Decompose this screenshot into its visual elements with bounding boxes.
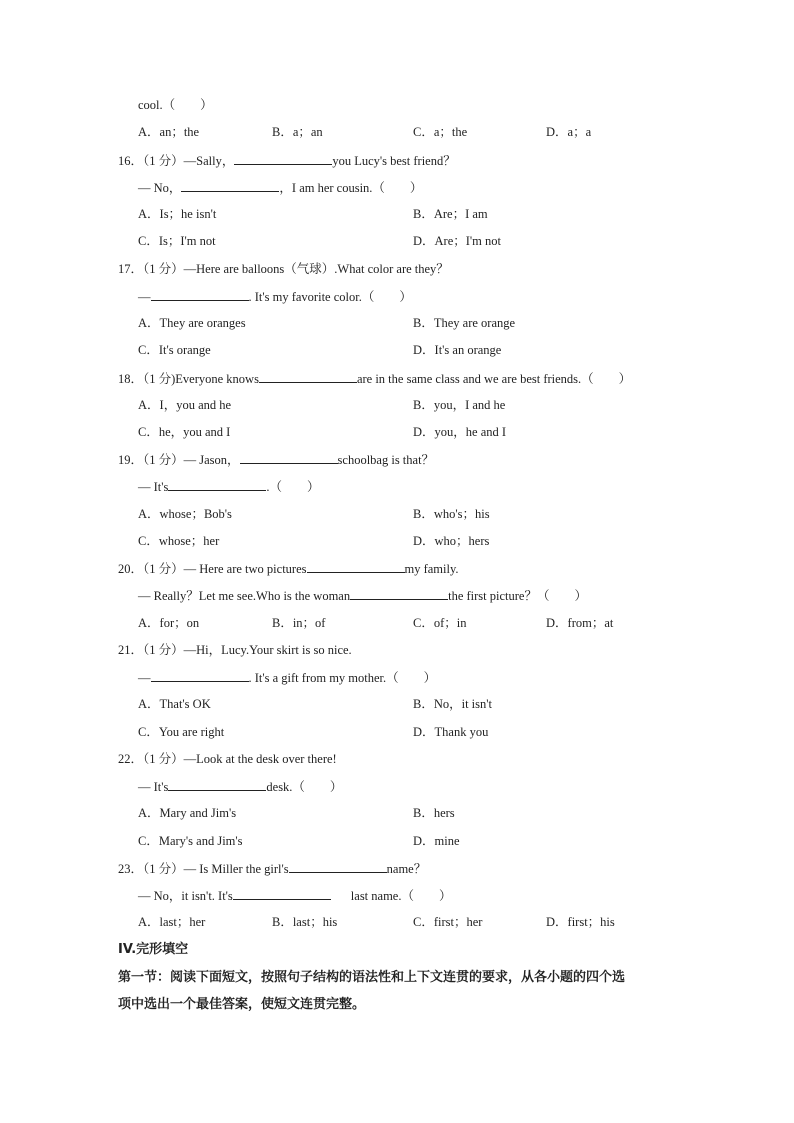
q23-option-d: D．first；his	[546, 915, 615, 929]
section-heading: IV.完形填空	[118, 942, 189, 957]
section-instruction-line-2: 项中选出一个最佳答案，使短文连贯完整。	[118, 997, 366, 1012]
q22-option-d: D．mine	[413, 834, 460, 848]
q18-stem: 18．（1 分)Everyone knows are in the same class and we are best friends.（ ）	[118, 372, 632, 386]
q16-option-b: B．Are；I am	[413, 207, 488, 221]
answer-blank	[233, 887, 331, 900]
q18-option-b: B．you，I and he	[413, 398, 506, 412]
q23-option-a: A．last；her	[138, 915, 206, 929]
q20-option-a: A．for；on	[138, 616, 200, 630]
q22-option-a: A．Mary and Jim's	[138, 806, 237, 820]
answer-blank	[151, 669, 249, 682]
q15-option-b: B．a；an	[272, 125, 323, 139]
q17-stem: 17．（1 分）—Here are balloons（气球）.What color are they？	[118, 262, 449, 276]
q22-reply: — It's desk.（ ）	[138, 780, 343, 794]
q23-reply: — No，it isn't. It's last name.（ ）	[138, 889, 452, 903]
q19-option-a: A．whose；Bob's	[138, 507, 232, 521]
q19-option-d: D．who；hers	[413, 534, 490, 548]
q23-stem: 23．（1 分）— Is Miller the girl's name？	[118, 862, 427, 876]
q15-option-d: D．a；a	[546, 125, 592, 139]
answer-blank	[168, 478, 266, 491]
q21-option-b: B．No，it isn't	[413, 697, 492, 711]
q23-option-b: B．last；his	[272, 915, 338, 929]
q17-option-a: A．They are oranges	[138, 316, 246, 330]
q16-option-c: C．Is；I'm not	[138, 234, 216, 248]
answer-blank	[289, 860, 387, 873]
q17-option-c: C．It's orange	[138, 343, 211, 357]
answer-blank	[151, 288, 249, 301]
q16-stem: 16．（1 分）—Sally， you Lucy's best friend？	[118, 154, 456, 168]
q19-option-b: B．who's；his	[413, 507, 490, 521]
q21-reply: — . It's a gift from my mother.（ ）	[138, 671, 437, 685]
q20-option-d: D．from；at	[546, 616, 614, 630]
q17-option-b: B．They are orange	[413, 316, 516, 330]
q20-stem: 20．（1 分）— Here are two pictures my family.	[118, 562, 459, 576]
q20-reply: — Really？Let me see.Who is the woman the first picture？（ ）	[138, 589, 587, 603]
q19-stem: 19．（1 分）— Jason， schoolbag is that？	[118, 453, 435, 467]
q20-option-c: C．of；in	[413, 616, 467, 630]
q20-option-b: B．in；of	[272, 616, 326, 630]
answer-blank	[240, 451, 338, 464]
q17-reply: — . It's my favorite color.（ ）	[138, 290, 412, 304]
answer-blank	[181, 179, 279, 192]
q22-stem: 22．（1 分）—Look at the desk over there!	[118, 752, 337, 766]
answer-blank	[259, 370, 357, 383]
q21-option-d: D．Thank you	[413, 725, 489, 739]
q19-option-c: C．whose；her	[138, 534, 220, 548]
answer-blank	[168, 778, 266, 791]
q16-option-a: A．Is；he isn't	[138, 207, 217, 221]
q15-option-c: C．a；the	[413, 125, 468, 139]
q21-option-c: C．You are right	[138, 725, 225, 739]
answer-blank	[307, 560, 405, 573]
q19-reply: — It's .（ ）	[138, 480, 320, 494]
q15-option-a: A．an；the	[138, 125, 200, 139]
q18-option-c: C．he，you and I	[138, 425, 231, 439]
answer-blank	[350, 587, 448, 600]
q21-stem: 21．（1 分）—Hi，Lucy.Your skirt is so nice.	[118, 643, 352, 657]
answer-blank	[234, 152, 332, 165]
q22-option-c: C．Mary's and Jim's	[138, 834, 243, 848]
q15-tail-text: cool.（ ）	[138, 98, 213, 112]
q21-option-a: A．That's OK	[138, 697, 211, 711]
q18-option-a: A．I，you and he	[138, 398, 232, 412]
q16-option-d: D．Are；I'm not	[413, 234, 502, 248]
q23-option-c: C．first；her	[413, 915, 483, 929]
section-instruction-line-1: 第一节：阅读下面短文，按照句子结构的语法性和上下文连贯的要求，从各小题的四个选	[118, 970, 626, 985]
q16-reply: — No， ，I am her cousin.（ ）	[138, 181, 423, 195]
q22-option-b: B．hers	[413, 806, 455, 820]
q18-option-d: D．you，he and I	[413, 425, 507, 439]
q17-option-d: D．It's an orange	[413, 343, 502, 357]
